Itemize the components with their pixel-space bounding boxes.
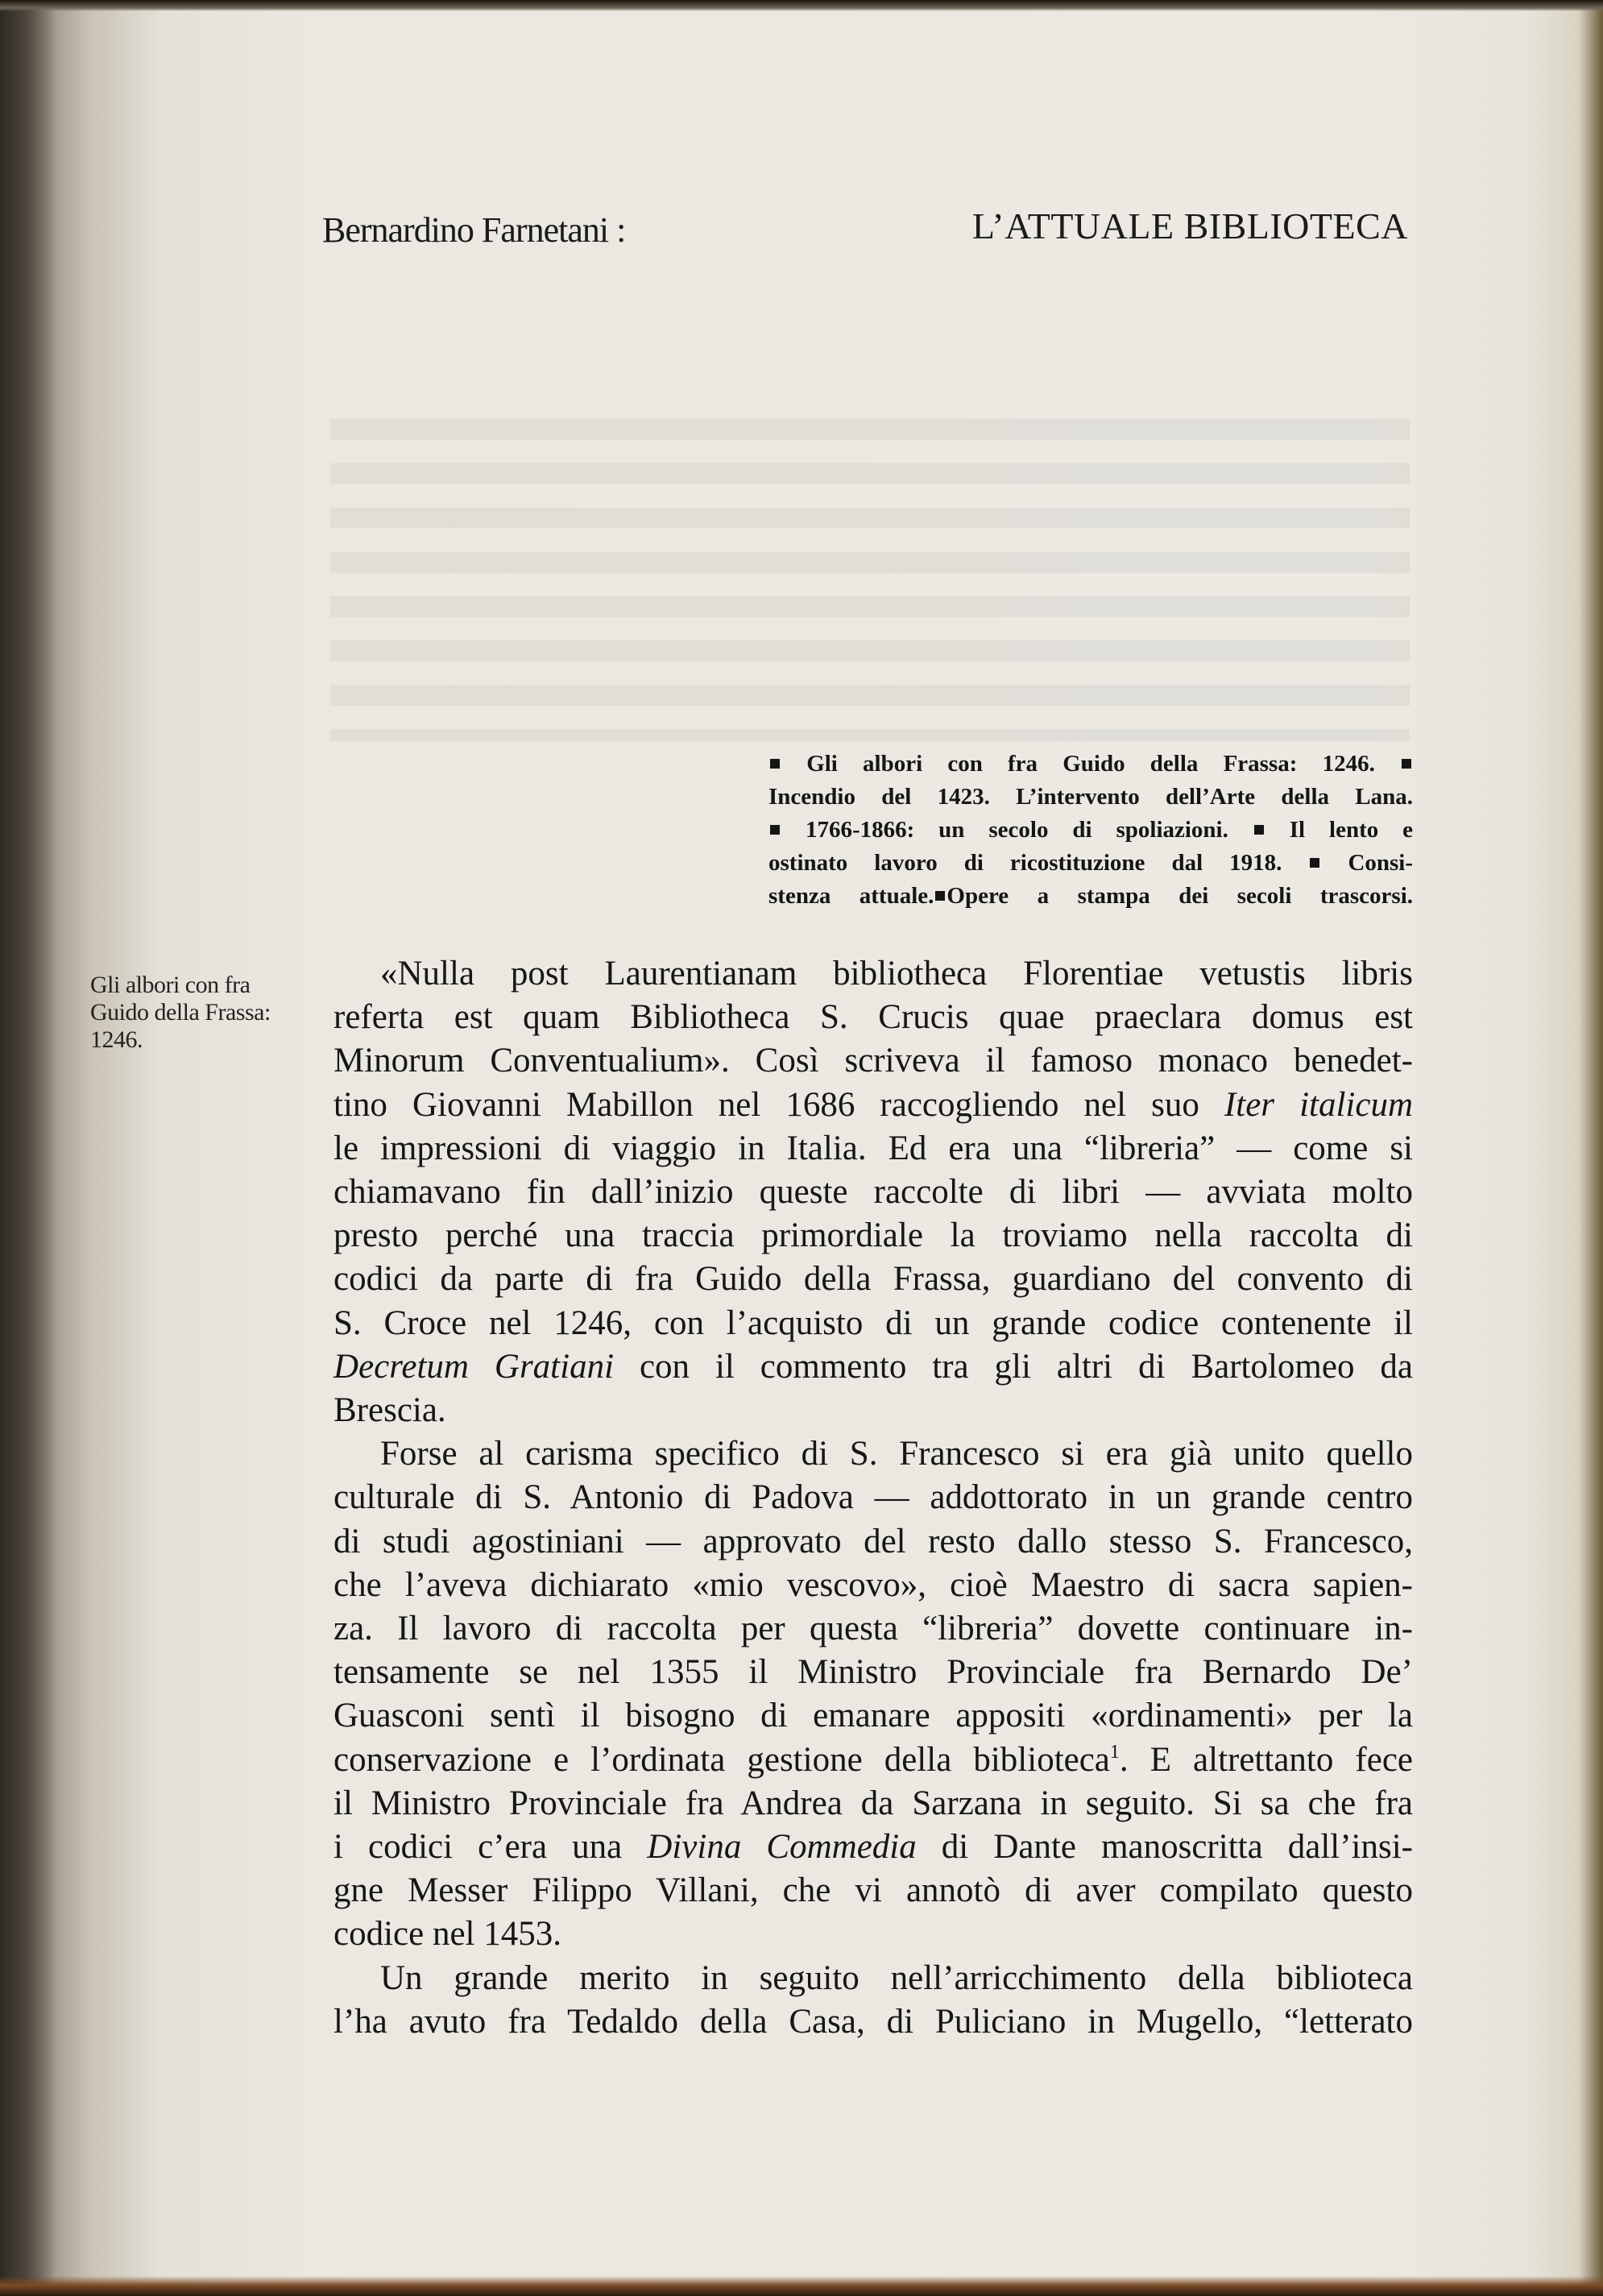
- text-line: le impressioni di viaggio in Italia. Ed era una “libreria” — come si: [333, 1129, 1413, 1167]
- margin-note-line: 1246.: [90, 1026, 143, 1053]
- text-line: culturale di S. Antonio di Padova — addottorato in un grande centro: [333, 1478, 1413, 1517]
- text-line: tino Giovanni Mabillon nel 1686 raccogliendo nel suo Iter italicum: [333, 1085, 1413, 1124]
- page-top-edge: [0, 0, 1603, 11]
- text-line: gne Messer Filippo Villani, che vi annotò di aver compilato questo: [333, 1871, 1413, 1910]
- page-bottom-edge: [0, 2276, 1603, 2296]
- square-bullet-icon: [1254, 825, 1264, 835]
- summary-line: Incendio del 1423. L’intervento dell’Arte della Lana.: [768, 784, 1413, 810]
- text-line: il Ministro Provinciale fra Andrea da Sarzana in seguito. Si sa che fra: [333, 1784, 1413, 1822]
- square-bullet-icon: [770, 759, 780, 769]
- running-header-author: Bernardino Farnetani :: [322, 210, 626, 250]
- square-bullet-icon: [770, 825, 780, 835]
- text-line: di studi agostiniani — approvato del resto dallo stesso S. Francesco,: [333, 1522, 1413, 1560]
- margin-note-line: Guido della Frassa:: [90, 999, 271, 1026]
- italic-title: Divina Commedia: [647, 1828, 917, 1867]
- text-line: conservazione e l’ordinata gestione della biblioteca$^1$. E altrettanto fece: [333, 1740, 1414, 1779]
- margin-note-line: Gli albori con fra: [90, 972, 251, 998]
- chapter-summary: [768, 748, 1413, 913]
- running-header-title: L’ATTUALE BIBLIOTECA: [971, 205, 1408, 247]
- summary-line: ostinato lavoro di ricostituzione dal 1918. Consi-: [768, 850, 1414, 876]
- text-line: che l’aveva dichiarato «mio vescovo», cioè Maestro di sacra sapien-: [333, 1565, 1413, 1604]
- text-line: Decretum Gratiani con il commento tra gli altri di Bartolomeo da: [333, 1347, 1413, 1386]
- spine-shadow: [0, 0, 56, 2296]
- text-line: «Nulla post Laurentianam bibliotheca Florentiae vetustis libris: [380, 955, 1413, 993]
- text-line: Un grande merito in seguito nell’arricchimento della biblioteca: [380, 1958, 1413, 1997]
- text-line: presto perché una traccia primordiale la troviamo nella raccolta di: [333, 1216, 1413, 1255]
- summary-line: stenza attuale. Opere a stampa dei secoli trascorsi.: [768, 883, 1413, 909]
- text-line: codici da parte di fra Guido della Frassa, guardiano del convento di: [333, 1260, 1413, 1299]
- text-line: referta est quam Bibliotheca S. Crucis quae praeclara domus est: [333, 998, 1413, 1037]
- margin-note: [90, 972, 292, 1054]
- text-line: S. Croce nel 1246, con l’acquisto di un grande codice contenente il: [333, 1303, 1413, 1342]
- show-through-text: [330, 419, 1410, 741]
- square-bullet-icon: [1310, 858, 1319, 868]
- text-line: Forse al carisma specifico di S. Francesco si era già unito quello: [380, 1435, 1413, 1473]
- text-line: za. Il lavoro di raccolta per questa “libreria” dovette continuare in-: [333, 1610, 1413, 1648]
- italic-title: Decretum Gratiani: [333, 1347, 615, 1386]
- italic-title: Iter italicum: [1224, 1085, 1413, 1124]
- text-line: Brescia.: [333, 1391, 446, 1430]
- footnote-ref: 1: [1109, 1741, 1120, 1763]
- text-line: l’ha avuto fra Tedaldo della Casa, di Puliciano in Mugello, “letterato: [333, 2002, 1413, 2041]
- square-bullet-icon: [1402, 759, 1411, 769]
- text-line: Minorum Conventualium». Così scriveva il famoso monaco benedet-: [333, 1042, 1413, 1080]
- text-line: chiamavano fin dall’inizio queste raccolte di libri — avviata molto: [333, 1173, 1413, 1212]
- text-line: Guasconi sentì il bisogno di emanare appositi «ordinamenti» per la: [333, 1697, 1413, 1735]
- text-line: tensamente se nel 1355 il Ministro Provinciale fra Bernardo De’: [333, 1653, 1413, 1692]
- text-line: codice nel 1453.: [333, 1915, 561, 1954]
- text-line: i codici c’era una Divina Commedia di Dante manoscritta dall’insi-: [333, 1828, 1413, 1867]
- body-text: [333, 952, 1413, 2044]
- square-bullet-icon: [935, 891, 945, 901]
- summary-line: 1766-1866: un secolo di spoliazioni. Il lento e: [768, 814, 1413, 847]
- summary-line: Gli albori con fra Guido della Frassa: 1246.: [768, 748, 1413, 781]
